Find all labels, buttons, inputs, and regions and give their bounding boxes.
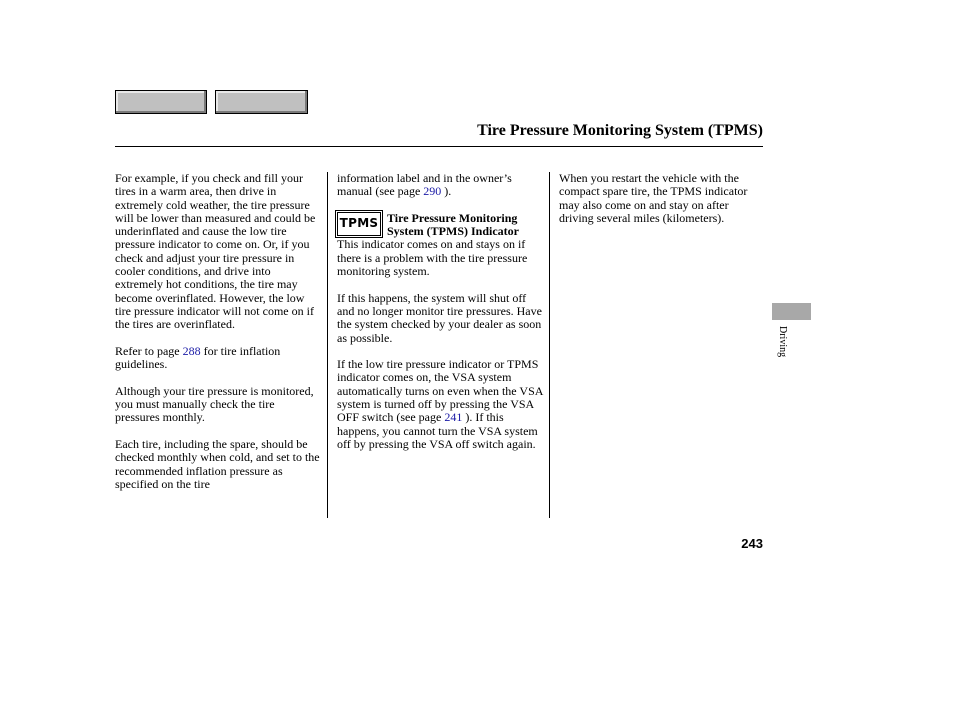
section-heading: Tire Pressure Monitoring System (TPMS) Indicator	[387, 210, 519, 239]
text-column-1	[115, 172, 321, 504]
text-column-2	[337, 172, 543, 465]
paragraph	[115, 345, 321, 372]
header-rule	[115, 146, 763, 147]
paragraph-text: ).	[441, 184, 452, 199]
paragraph: Each tire, including the spare, should be checked monthly when cold, and set to the recommended inflation pressure as specified on the tire	[115, 436, 320, 491]
page-title: Tire Pressure Monitoring System (TPMS)	[477, 122, 763, 139]
paragraph: This indicator comes on and stays on if there is a problem with the tire pressure monitoring system.	[337, 237, 528, 279]
paragraph-text: for tire inflation guidelines.	[115, 343, 281, 372]
paragraph	[337, 172, 543, 199]
column-divider	[549, 172, 550, 518]
paragraph	[337, 358, 543, 451]
column-divider	[327, 172, 328, 518]
paragraph-text: information label and in the owner’s manual (see page	[337, 171, 512, 199]
paragraph: When you restart the vehicle with the compact spare tire, the TPMS indicator may also come on and stay on after driving several miles (kilometers).	[559, 171, 748, 225]
page-link-241[interactable]: 241	[444, 410, 463, 425]
page-link-288[interactable]: 288	[182, 343, 201, 358]
nav-button-next[interactable]	[215, 90, 308, 114]
paragraph: If this happens, the system will shut off and no longer monitor tire pressures. Have the system checked by your dealer as soon as possible.	[337, 290, 542, 345]
paragraph: Although your tire pressure is monitored, you must manually check the tire pressures monthly.	[115, 383, 314, 425]
nav-button-previous[interactable]	[115, 90, 207, 114]
text-column-3	[559, 172, 763, 238]
section-label: Driving	[777, 326, 788, 358]
paragraph-text: If the low tire pressure indicator or TPMS indicator comes on, the VSA system automatically turns on even when the VSA system is turned off by pressing the VSA OFF switch (see page	[337, 357, 543, 425]
tpms-indicator-heading	[337, 212, 543, 239]
page-link-290[interactable]: 290	[423, 184, 442, 199]
page-number: 243	[741, 536, 763, 551]
section-tab[interactable]	[772, 303, 811, 320]
paragraph-text: Refer to page	[115, 343, 183, 358]
paragraph: For example, if you check and fill your tires in a warm area, then drive in extremely cold weather, the tire pressure will be lower than measured and could be underinflated and cause the low tire pressure indicator to come on. Or, if you check and adjust your tire pressure in cooler conditions, and drive into extremely hot conditions, the tire may become overinflated. However, the low tire pressure indicator will not come on if the tires are overinflated.	[115, 171, 316, 332]
paragraph-text: ). If this happens, you cannot turn the VSA system off by pressing the VSA off switch again.	[337, 410, 538, 451]
tpms-indicator-icon: TPMS	[337, 212, 381, 236]
